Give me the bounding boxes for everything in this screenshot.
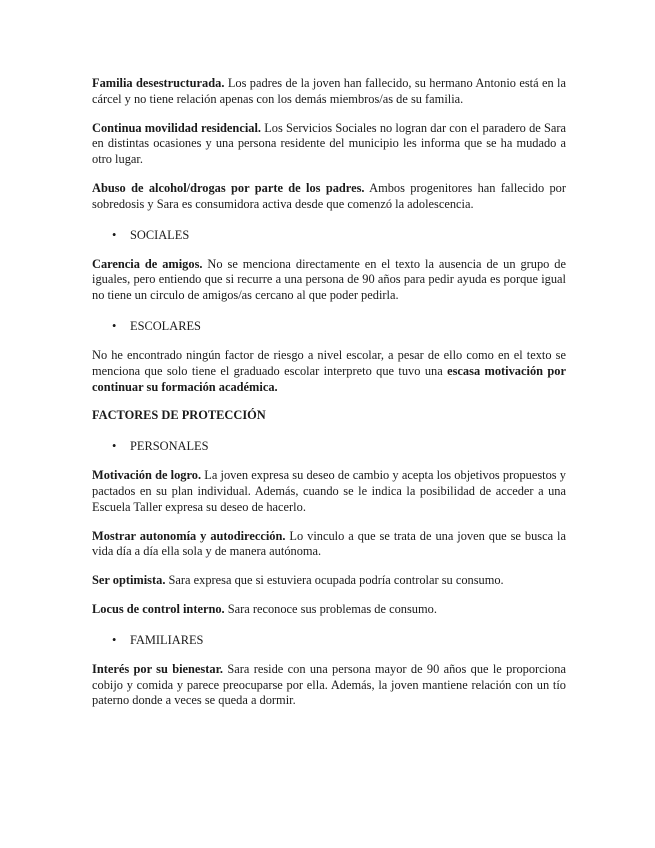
paragraph-lead: Mostrar autonomía y autodirección. [92, 528, 286, 543]
paragraph-escolar [92, 348, 566, 395]
bullet-sociales [92, 228, 566, 244]
paragraph-abuso [92, 181, 566, 213]
paragraph-text: Sara reconoce sus problemas de consumo. [224, 601, 437, 616]
paragraph-lead: Carencia de amigos. [92, 256, 203, 271]
paragraph-autonomia [92, 529, 566, 561]
paragraph-interes [92, 662, 566, 709]
paragraph-lead: Interés por su bienestar. [92, 661, 224, 676]
bullet-icon: • [112, 318, 117, 333]
bullet-icon: • [112, 439, 117, 454]
paragraph-lead: Motivación de logro. [92, 468, 202, 483]
paragraph-locus [92, 602, 566, 618]
paragraph-lead: Ser optimista. [92, 573, 166, 588]
bullet-escolares [92, 319, 566, 335]
paragraph-text: Los Servicios Sociales no logran dar con el paradero de Sara en distintas ocasiones y una persona residente del municipio les informa que se ha mudado a otro lugar. [92, 120, 566, 167]
paragraph-text: No he encontrado ningún factor de riesgo a nivel escolar, a pesar de ello como en el texto se menciona que solo tiene el graduado escolar interpreto que tuvo una [92, 347, 566, 378]
paragraph-text: Sara expresa que si estuviera ocupada podría controlar su consumo. [165, 573, 504, 588]
paragraph-text: No se menciona directamente en el texto la ausencia de un grupo de iguales, pero entiendo que si recurre a una persona de 90 años para pedir ayuda es porque igual no tiene un circulo de amigos/as cercano al que poder pedirla. [92, 256, 566, 303]
bullet-label: SOCIALES [130, 227, 190, 242]
bullet-icon: • [112, 632, 117, 647]
paragraph-lead: Abuso de alcohol/drogas por parte de los padres. [92, 180, 365, 195]
paragraph-motivacion [92, 468, 566, 515]
bullet-familiares [92, 633, 566, 649]
document-page [92, 76, 566, 709]
paragraph-movilidad [92, 121, 566, 168]
paragraph-optimista [92, 573, 566, 589]
paragraph-text: Ambos progenitores han fallecido por sobredosis y Sara es consumidora activa desde que comenzó la adolescencia. [92, 180, 566, 211]
paragraph-emphasis: escasa motivación por continuar su formación académica. [92, 363, 566, 394]
paragraph-lead: Familia desestructurada. [92, 76, 225, 90]
bullet-personales [92, 439, 566, 455]
bullet-label: PERSONALES [130, 439, 209, 454]
paragraph-familia [92, 76, 566, 108]
bullet-label: FAMILIARES [130, 632, 204, 647]
bullet-label: ESCOLARES [130, 318, 201, 333]
paragraph-text: Lo vinculo a que se trata de una joven que se busca la vida día a día ella sola y de manera autónoma. [92, 528, 566, 559]
paragraph-text: Sara reside con una persona mayor de 90 años que le proporciona cobijo y comida y parece preocuparse por ella. Además, la joven mantiene relación con un tío paterno donde a veces se queda a dormir. [92, 661, 566, 708]
paragraph-text: La joven expresa su deseo de cambio y acepta los objetivos propuestos y pactados en su plan individual. Además, cuando se le indica la posibilidad de acceder a una Escuela Taller expresa su deseo de hacerlo. [92, 468, 566, 514]
bullet-icon: • [112, 227, 117, 242]
section-heading-proteccion: FACTORES DE PROTECCIÓN [92, 408, 266, 423]
paragraph-text: Los padres de la joven han fallecido, su hermano Antonio está en la cárcel y no tiene relación apenas con los demás miembros/as de su familia. [92, 76, 566, 106]
paragraph-lead: Locus de control interno. [92, 601, 225, 616]
paragraph-lead: Continua movilidad residencial. [92, 120, 262, 135]
paragraph-amigos [92, 257, 566, 304]
